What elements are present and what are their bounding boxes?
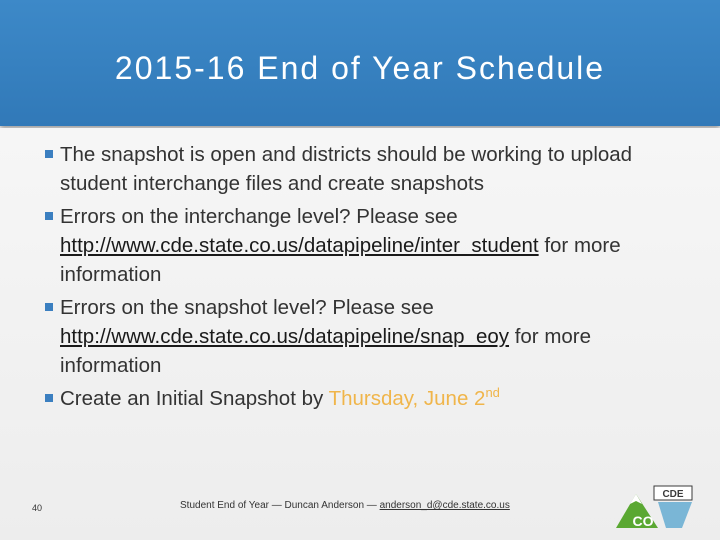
inter-student-link[interactable]: http://www.cde.state.co.us/datapipeline/inter_student (60, 234, 539, 257)
bullet-text: Create an Initial Snapshot by (60, 387, 329, 410)
page-number: 40 (32, 503, 43, 513)
bullet-list (42, 140, 682, 417)
deadline-date: Thursday, June 2 (328, 387, 486, 410)
bullet-text: Errors on the interchange level? Please see (60, 205, 458, 228)
snap-eoy-link[interactable]: http://www.cde.state.co.us/datapipeline/snap_eoy (60, 325, 510, 348)
bullet-text: for more information (60, 234, 621, 286)
logo-top-text: CDE (662, 489, 684, 500)
logo-shield-icon (658, 502, 692, 528)
footer-email-link[interactable]: anderson_d@cde.state.co.us (379, 500, 510, 511)
cde-logo (614, 484, 696, 530)
title-banner (0, 0, 720, 126)
bullet-text: Errors on the snapshot level? Please see (60, 296, 434, 319)
bullet-text: The snapshot is open and districts should be working to upload student interchange files and create snapshots (60, 143, 633, 195)
footer (180, 500, 560, 511)
bullet-item (42, 384, 682, 413)
date-suffix: nd (485, 385, 500, 401)
bullet-item (42, 140, 682, 198)
bullet-text: for more information (60, 325, 592, 377)
bullet-item (42, 293, 682, 380)
slide-title: 2015-16 End of Year Schedule (114, 50, 606, 86)
bullet-item (42, 202, 682, 289)
logo-main-text: CO (632, 513, 654, 529)
footer-text: Student End of Year — Duncan Anderson — (180, 500, 380, 511)
